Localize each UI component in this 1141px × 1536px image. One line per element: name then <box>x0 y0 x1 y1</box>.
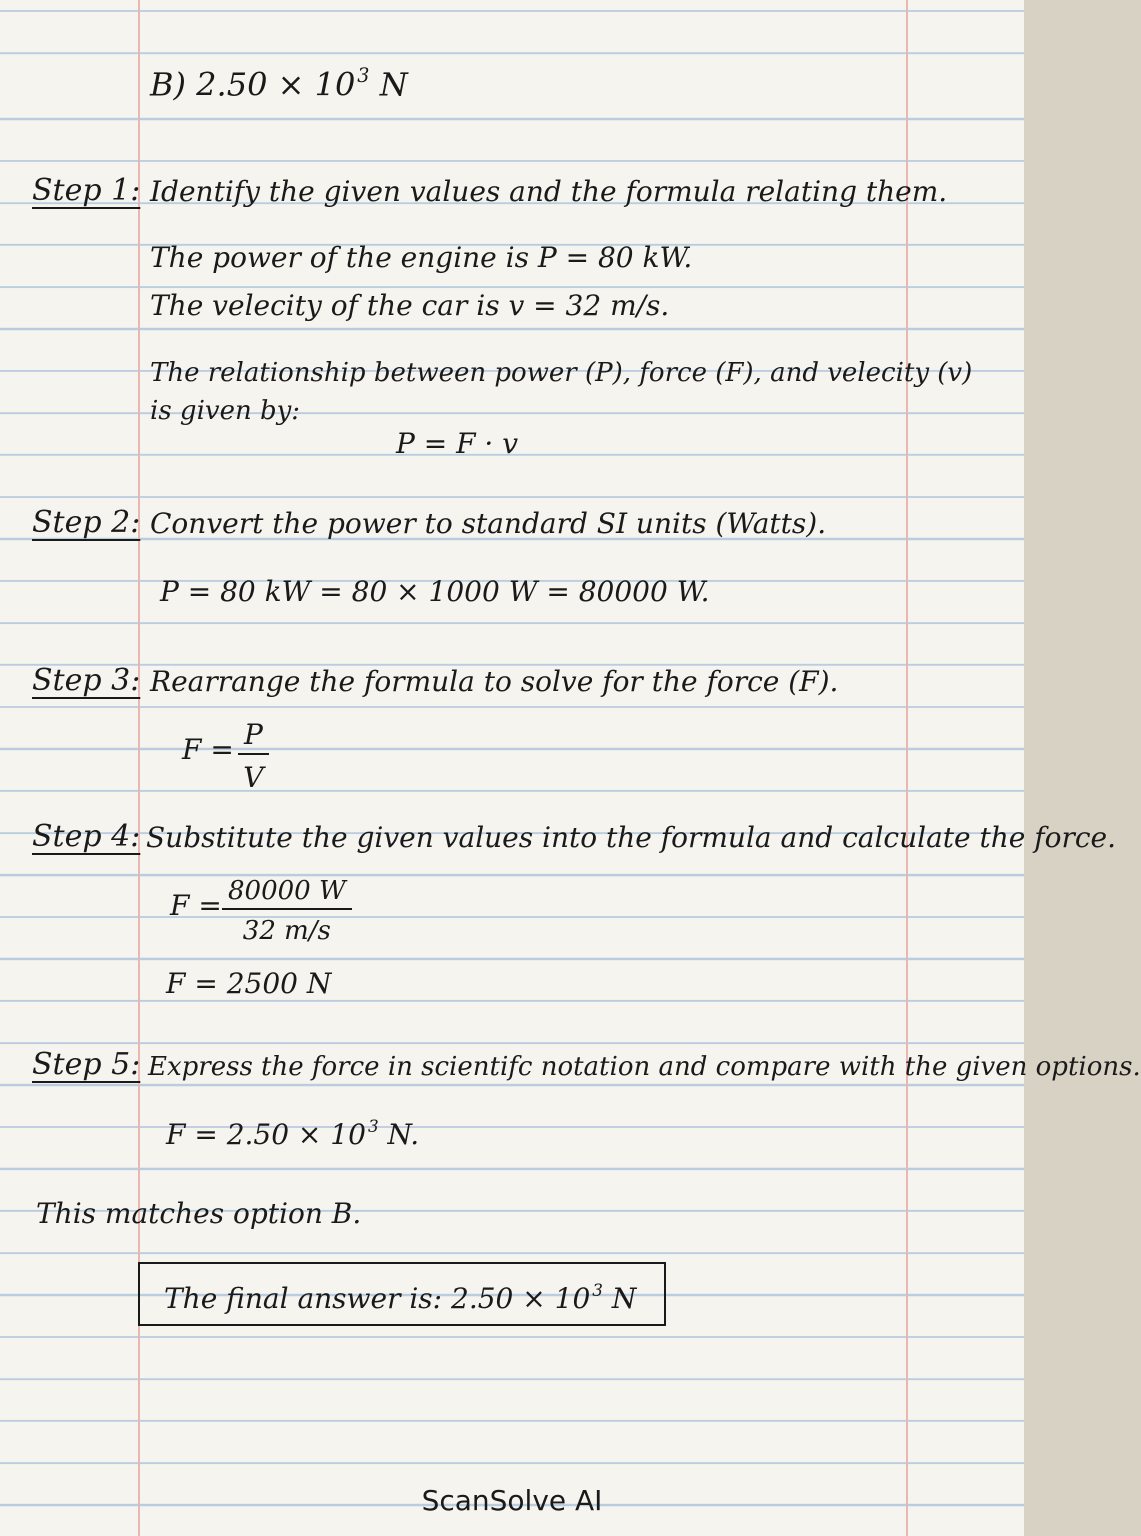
step-1-line-1: The power of the engine is P = 80 kW. <box>150 241 693 274</box>
answer-choice <box>150 64 408 104</box>
step-4-numerator: 80000 W <box>222 876 352 910</box>
step-1-title: Identify the given values and the formula relating them. <box>150 175 948 208</box>
answer-choice-letter: B) <box>150 65 186 104</box>
step-1-line-3: The relationship between power (P), force (F), and velecity (v) <box>150 358 973 388</box>
answer-choice-value: 2.50 × 10 <box>196 65 356 104</box>
final-answer-box <box>138 1262 666 1326</box>
step-4-title: Substitute the given values into the formula and calculate the force. <box>146 821 1116 854</box>
step-5-title: Express the force in scientifc notation and compare with the given options. <box>148 1052 1141 1082</box>
footer-brand: ScanSolve AI <box>421 1484 603 1517</box>
step-5-result-exponent: 3 <box>367 1116 379 1136</box>
step-4-lhs: F = <box>170 889 222 922</box>
step-5-label: Step 5: <box>32 1047 141 1082</box>
answer-choice-exponent: 3 <box>357 64 370 87</box>
step-1-formula: P = F · v <box>396 427 519 460</box>
step-2-equation: P = 80 kW = 80 × 1000 W = 80000 W. <box>160 575 710 608</box>
step-1-line-4: is given by: <box>150 396 301 426</box>
answer-choice-unit: N <box>379 65 408 104</box>
step-5-result-unit: N. <box>387 1117 420 1151</box>
step-3-denominator: V <box>243 761 264 794</box>
step-4-denominator: 32 m/s <box>242 916 331 946</box>
step-1-label: Step 1: <box>32 173 141 208</box>
step-4-fraction <box>222 876 352 946</box>
step-5-result-value: F = 2.50 × 10 <box>166 1117 366 1151</box>
step-3-title: Rearrange the formula to solve for the force (F). <box>150 665 839 698</box>
final-answer-unit: N <box>611 1281 637 1315</box>
step-1-line-2: The velecity of the car is v = 32 m/s. <box>150 289 670 322</box>
step-3-fraction <box>238 718 269 794</box>
final-answer-value: 2.50 × 10 <box>451 1281 591 1315</box>
step-2-title: Convert the power to standard SI units (Watts). <box>150 507 827 540</box>
match-text: This matches option B. <box>36 1197 362 1230</box>
right-margin-line <box>906 0 908 1536</box>
final-answer-prefix: The final answer is: <box>164 1281 443 1315</box>
step-4-result: F = 2500 N <box>166 967 332 1000</box>
step-3-label: Step 3: <box>32 663 141 698</box>
step-3-numerator: P <box>238 718 269 755</box>
final-answer <box>164 1282 636 1313</box>
step-3-lhs: F = <box>182 733 234 766</box>
final-answer-exponent: 3 <box>592 1280 603 1300</box>
step-2-label: Step 2: <box>32 505 141 540</box>
step-5-result <box>166 1118 419 1149</box>
step-4-label: Step 4: <box>32 819 141 854</box>
